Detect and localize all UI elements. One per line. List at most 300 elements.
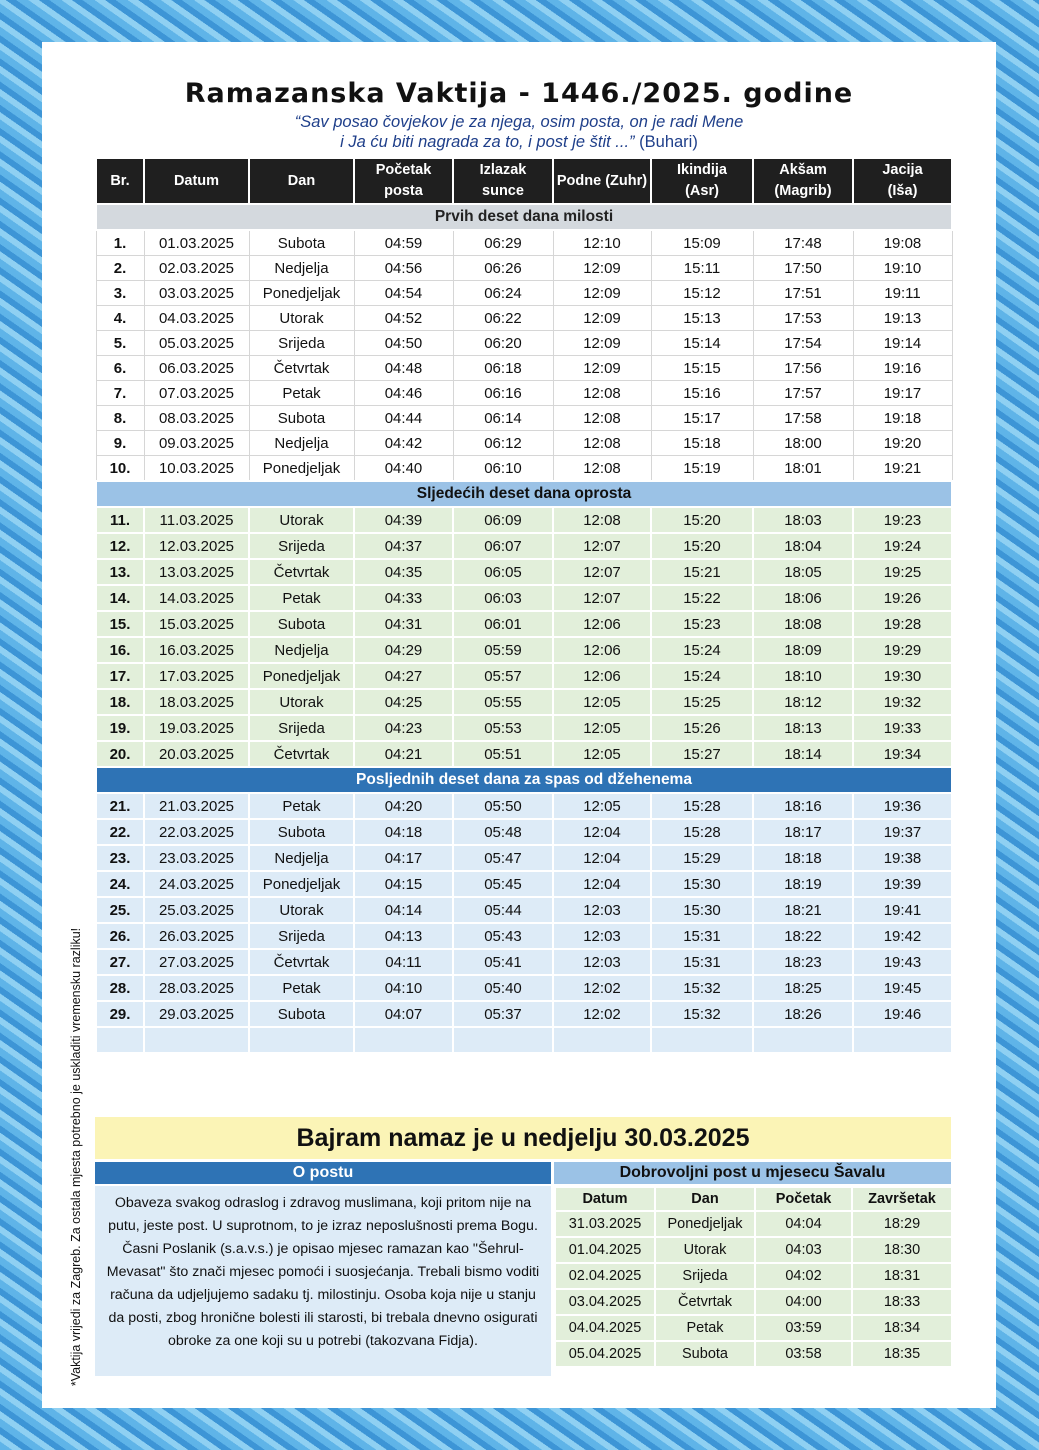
cell-dan: Ponedjeljak xyxy=(249,281,354,306)
cell-dan: Subota xyxy=(249,230,354,256)
cell-aksam: 18:08 xyxy=(753,611,853,637)
dobrovoljni-row xyxy=(555,1315,952,1341)
cell-aksam: 18:25 xyxy=(753,975,853,1001)
cell-jacija: 19:43 xyxy=(853,949,952,975)
cell-podne: 12:09 xyxy=(553,331,651,356)
cell-br: 14. xyxy=(96,585,144,611)
cell-jacija: 19:16 xyxy=(853,356,952,381)
cell-jacija: 19:24 xyxy=(853,533,952,559)
dobrovoljni-title: Dobrovoljni post u mjesecu Šavalu xyxy=(554,1162,951,1184)
cell-pocetak: 04:50 xyxy=(354,331,453,356)
cell-pocetak: 04:46 xyxy=(354,381,453,406)
table-row xyxy=(96,356,952,381)
cell-datum: 22.03.2025 xyxy=(144,819,249,845)
cell-jacija xyxy=(853,1027,952,1053)
table-row xyxy=(96,793,952,819)
cell-dan: Srijeda xyxy=(249,715,354,741)
cell-jacija: 19:21 xyxy=(853,456,952,482)
hadith-quote xyxy=(42,112,996,152)
cell-jacija: 19:37 xyxy=(853,819,952,845)
cell-izlazak: 05:50 xyxy=(453,793,553,819)
cell-jacija: 19:18 xyxy=(853,406,952,431)
cell-ikindija: 15:13 xyxy=(651,306,753,331)
cell-jacija: 19:17 xyxy=(853,381,952,406)
table-row xyxy=(96,923,952,949)
cell-datum: 08.03.2025 xyxy=(144,406,249,431)
quote-line-2-text: i Ja ću biti nagrada za to, i post je štit ...” xyxy=(340,133,635,151)
dob-cell-dan: Ponedjeljak xyxy=(655,1211,755,1237)
cell-izlazak: 06:07 xyxy=(453,533,553,559)
side-note xyxy=(68,897,84,1417)
cell-jacija: 19:14 xyxy=(853,331,952,356)
cell-ikindija: 15:19 xyxy=(651,456,753,482)
cell-datum: 17.03.2025 xyxy=(144,663,249,689)
header-pocetak-l1: Početak xyxy=(375,162,432,178)
cell-aksam: 18:26 xyxy=(753,1001,853,1027)
dob-cell-datum: 02.04.2025 xyxy=(555,1263,655,1289)
table-row xyxy=(96,1027,952,1053)
cell-dan: Ponedjeljak xyxy=(249,663,354,689)
cell-podne: 12:09 xyxy=(553,356,651,381)
cell-podne: 12:07 xyxy=(553,585,651,611)
cell-pocetak: 04:29 xyxy=(354,637,453,663)
header-ikindija xyxy=(651,158,753,204)
cell-br: 17. xyxy=(96,663,144,689)
table-row xyxy=(96,975,952,1001)
cell-br: 21. xyxy=(96,793,144,819)
cell-br: 18. xyxy=(96,689,144,715)
dob-cell-pocetak: 03:59 xyxy=(755,1315,852,1341)
section-title: Sljedećih deset dana oprosta xyxy=(96,481,952,507)
cell-jacija: 19:08 xyxy=(853,230,952,256)
header-aksam-l2: (Magrib) xyxy=(774,183,832,199)
o-postu-title: O postu xyxy=(95,1162,551,1184)
dob-cell-dan: Srijeda xyxy=(655,1263,755,1289)
cell-aksam: 17:58 xyxy=(753,406,853,431)
cell-izlazak: 05:44 xyxy=(453,897,553,923)
cell-aksam: 17:53 xyxy=(753,306,853,331)
dob-cell-zavrsetak: 18:30 xyxy=(852,1237,952,1263)
cell-pocetak: 04:11 xyxy=(354,949,453,975)
table-row xyxy=(96,533,952,559)
cell-dan: Utorak xyxy=(249,306,354,331)
cell-datum: 07.03.2025 xyxy=(144,381,249,406)
header-izlazak-l1: Izlazak xyxy=(479,162,527,178)
cell-dan: Srijeda xyxy=(249,533,354,559)
header-pocetak xyxy=(354,158,453,204)
cell-dan: Nedjelja xyxy=(249,845,354,871)
cell-pocetak: 04:31 xyxy=(354,611,453,637)
cell-datum: 14.03.2025 xyxy=(144,585,249,611)
cell-podne: 12:03 xyxy=(553,897,651,923)
cell-ikindija: 15:09 xyxy=(651,230,753,256)
cell-ikindija: 15:31 xyxy=(651,949,753,975)
cell-datum: 01.03.2025 xyxy=(144,230,249,256)
cell-br: 15. xyxy=(96,611,144,637)
cell-izlazak: 05:55 xyxy=(453,689,553,715)
cell-podne: 12:05 xyxy=(553,793,651,819)
cell-jacija: 19:46 xyxy=(853,1001,952,1027)
cell-aksam: 17:48 xyxy=(753,230,853,256)
cell-datum: 16.03.2025 xyxy=(144,637,249,663)
cell-podne xyxy=(553,1027,651,1053)
table-row xyxy=(96,741,952,767)
cell-ikindija: 15:29 xyxy=(651,845,753,871)
cell-aksam: 18:12 xyxy=(753,689,853,715)
bajram-banner: Bajram namaz je u nedjelju 30.03.2025 xyxy=(95,1117,951,1159)
cell-br: 26. xyxy=(96,923,144,949)
table-row xyxy=(96,819,952,845)
cell-jacija: 19:30 xyxy=(853,663,952,689)
cell-podne: 12:08 xyxy=(553,381,651,406)
cell-br: 23. xyxy=(96,845,144,871)
cell-pocetak: 04:56 xyxy=(354,256,453,281)
table-row xyxy=(96,559,952,585)
cell-izlazak xyxy=(453,1027,553,1053)
cell-jacija: 19:20 xyxy=(853,431,952,456)
cell-izlazak: 06:22 xyxy=(453,306,553,331)
cell-br: 19. xyxy=(96,715,144,741)
cell-podne: 12:06 xyxy=(553,637,651,663)
cell-datum: 28.03.2025 xyxy=(144,975,249,1001)
header-br: Br. xyxy=(96,158,144,204)
cell-br: 24. xyxy=(96,871,144,897)
cell-br: 25. xyxy=(96,897,144,923)
section-title: Prvih deset dana milosti xyxy=(96,204,952,230)
cell-datum: 21.03.2025 xyxy=(144,793,249,819)
cell-ikindija: 15:20 xyxy=(651,507,753,533)
cell-izlazak: 06:09 xyxy=(453,507,553,533)
cell-izlazak: 06:18 xyxy=(453,356,553,381)
cell-izlazak: 05:40 xyxy=(453,975,553,1001)
cell-izlazak: 06:16 xyxy=(453,381,553,406)
cell-pocetak: 04:20 xyxy=(354,793,453,819)
dobrovoljni-row xyxy=(555,1341,952,1367)
cell-br: 5. xyxy=(96,331,144,356)
dob-cell-pocetak: 04:04 xyxy=(755,1211,852,1237)
cell-podne: 12:09 xyxy=(553,256,651,281)
cell-jacija: 19:45 xyxy=(853,975,952,1001)
cell-jacija: 19:26 xyxy=(853,585,952,611)
cell-ikindija: 15:28 xyxy=(651,793,753,819)
cell-datum: 23.03.2025 xyxy=(144,845,249,871)
cell-datum: 25.03.2025 xyxy=(144,897,249,923)
cell-izlazak: 05:43 xyxy=(453,923,553,949)
cell-ikindija: 15:32 xyxy=(651,1001,753,1027)
cell-ikindija: 15:25 xyxy=(651,689,753,715)
cell-dan: Subota xyxy=(249,819,354,845)
quote-line-2 xyxy=(42,132,996,152)
cell-aksam: 18:16 xyxy=(753,793,853,819)
cell-izlazak: 06:03 xyxy=(453,585,553,611)
cell-ikindija: 15:21 xyxy=(651,559,753,585)
cell-br: 4. xyxy=(96,306,144,331)
cell-dan: Četvrtak xyxy=(249,741,354,767)
cell-jacija: 19:10 xyxy=(853,256,952,281)
cell-ikindija: 15:15 xyxy=(651,356,753,381)
dob-cell-datum: 31.03.2025 xyxy=(555,1211,655,1237)
cell-datum: 19.03.2025 xyxy=(144,715,249,741)
cell-podne: 12:08 xyxy=(553,456,651,482)
cell-izlazak: 05:45 xyxy=(453,871,553,897)
cell-aksam xyxy=(753,1027,853,1053)
quote-source: (Buhari) xyxy=(639,133,698,151)
cell-pocetak: 04:35 xyxy=(354,559,453,585)
cell-podne: 12:05 xyxy=(553,689,651,715)
dobrovoljni-header-row xyxy=(555,1187,952,1211)
cell-ikindija: 15:22 xyxy=(651,585,753,611)
cell-datum: 11.03.2025 xyxy=(144,507,249,533)
dob-cell-datum: 01.04.2025 xyxy=(555,1237,655,1263)
cell-br: 2. xyxy=(96,256,144,281)
cell-datum: 03.03.2025 xyxy=(144,281,249,306)
cell-pocetak: 04:44 xyxy=(354,406,453,431)
cell-jacija: 19:42 xyxy=(853,923,952,949)
cell-jacija: 19:36 xyxy=(853,793,952,819)
cell-izlazak: 05:48 xyxy=(453,819,553,845)
dob-header-pocetak: Početak xyxy=(755,1187,852,1211)
dob-cell-datum: 05.04.2025 xyxy=(555,1341,655,1367)
cell-pocetak: 04:42 xyxy=(354,431,453,456)
cell-ikindija: 15:16 xyxy=(651,381,753,406)
header-izlazak xyxy=(453,158,553,204)
cell-br: 28. xyxy=(96,975,144,1001)
cell-datum: 29.03.2025 xyxy=(144,1001,249,1027)
cell-br: 9. xyxy=(96,431,144,456)
section-header-row xyxy=(96,481,952,507)
cell-dan: Nedjelja xyxy=(249,256,354,281)
cell-izlazak: 05:47 xyxy=(453,845,553,871)
cell-izlazak: 06:10 xyxy=(453,456,553,482)
cell-dan: Utorak xyxy=(249,897,354,923)
cell-br: 16. xyxy=(96,637,144,663)
dob-header-datum: Datum xyxy=(555,1187,655,1211)
cell-podne: 12:05 xyxy=(553,741,651,767)
cell-podne: 12:08 xyxy=(553,431,651,456)
cell-jacija: 19:29 xyxy=(853,637,952,663)
cell-dan: Ponedjeljak xyxy=(249,456,354,482)
cell-datum: 06.03.2025 xyxy=(144,356,249,381)
table-row xyxy=(96,585,952,611)
cell-dan: Utorak xyxy=(249,507,354,533)
cell-podne: 12:02 xyxy=(553,975,651,1001)
cell-aksam: 17:56 xyxy=(753,356,853,381)
cell-br: 27. xyxy=(96,949,144,975)
cell-podne: 12:04 xyxy=(553,871,651,897)
cell-aksam: 18:18 xyxy=(753,845,853,871)
cell-br: 7. xyxy=(96,381,144,406)
cell-dan: Utorak xyxy=(249,689,354,715)
dobrovoljni-row xyxy=(555,1289,952,1315)
header-aksam xyxy=(753,158,853,204)
cell-izlazak: 06:20 xyxy=(453,331,553,356)
cell-ikindija: 15:24 xyxy=(651,663,753,689)
cell-ikindija: 15:28 xyxy=(651,819,753,845)
cell-podne: 12:04 xyxy=(553,845,651,871)
cell-dan: Petak xyxy=(249,585,354,611)
cell-izlazak: 06:14 xyxy=(453,406,553,431)
cell-ikindija: 15:30 xyxy=(651,897,753,923)
cell-br: 10. xyxy=(96,456,144,482)
cell-pocetak: 04:52 xyxy=(354,306,453,331)
cell-ikindija: 15:11 xyxy=(651,256,753,281)
cell-pocetak: 04:37 xyxy=(354,533,453,559)
header-jacija xyxy=(853,158,952,204)
cell-aksam: 17:57 xyxy=(753,381,853,406)
table-row xyxy=(96,331,952,356)
cell-pocetak: 04:39 xyxy=(354,507,453,533)
header-pocetak-l2: posta xyxy=(384,183,423,199)
cell-dan: Četvrtak xyxy=(249,356,354,381)
cell-jacija: 19:13 xyxy=(853,306,952,331)
cell-pocetak: 04:10 xyxy=(354,975,453,1001)
cell-dan: Petak xyxy=(249,793,354,819)
dobrovoljni-table xyxy=(554,1186,953,1368)
table-row xyxy=(96,897,952,923)
cell-ikindija xyxy=(651,1027,753,1053)
cell-jacija: 19:11 xyxy=(853,281,952,306)
cell-dan: Srijeda xyxy=(249,923,354,949)
header-dan: Dan xyxy=(249,158,354,204)
cell-pocetak: 04:18 xyxy=(354,819,453,845)
cell-podne: 12:06 xyxy=(553,663,651,689)
cell-izlazak: 05:37 xyxy=(453,1001,553,1027)
cell-br: 13. xyxy=(96,559,144,585)
table-row xyxy=(96,431,952,456)
header-ikindija-l2: (Asr) xyxy=(685,183,719,199)
dob-cell-zavrsetak: 18:33 xyxy=(852,1289,952,1315)
table-row xyxy=(96,663,952,689)
table-row xyxy=(96,949,952,975)
cell-br xyxy=(96,1027,144,1053)
cell-izlazak: 05:41 xyxy=(453,949,553,975)
cell-dan: Četvrtak xyxy=(249,949,354,975)
cell-podne: 12:08 xyxy=(553,406,651,431)
cell-pocetak: 04:27 xyxy=(354,663,453,689)
cell-pocetak: 04:33 xyxy=(354,585,453,611)
dob-cell-zavrsetak: 18:29 xyxy=(852,1211,952,1237)
cell-jacija: 19:39 xyxy=(853,871,952,897)
page-title: Ramazanska Vaktija - 1446./2025. godine xyxy=(184,78,854,109)
cell-ikindija: 15:27 xyxy=(651,741,753,767)
table-row xyxy=(96,406,952,431)
cell-podne: 12:07 xyxy=(553,559,651,585)
table-row xyxy=(96,230,952,256)
o-postu-text: Obaveza svakog odraslog i zdravog muslimana, koji pritom nije na putu, jeste post. U suprotnom, to je izraz neposlušnosti prema Bogu. Časni Poslanik (s.a.v.s.) je opisao mjesec ramazan kao "Šehrul-Mevasat" što znači mjesec pomoći i suosjećanja. Trebali bismo voditi računa da udjeljujemo sadaku tj. milostinju. Osoba koja nije u stanju da posti, zbog hronične bolesti ili starosti, bi trebala dnevno osigurati obroke za one koji su u potrebi (takozvana Fidja). xyxy=(95,1186,551,1376)
cell-dan: Nedjelja xyxy=(249,431,354,456)
cell-pocetak: 04:15 xyxy=(354,871,453,897)
cell-aksam: 18:00 xyxy=(753,431,853,456)
header-ikindija-l1: Ikindija xyxy=(677,162,727,178)
dob-cell-pocetak: 03:58 xyxy=(755,1341,852,1367)
dob-cell-dan: Utorak xyxy=(655,1237,755,1263)
cell-podne: 12:05 xyxy=(553,715,651,741)
cell-datum: 10.03.2025 xyxy=(144,456,249,482)
cell-dan: Četvrtak xyxy=(249,559,354,585)
cell-dan: Subota xyxy=(249,611,354,637)
dob-cell-dan: Četvrtak xyxy=(655,1289,755,1315)
cell-ikindija: 15:18 xyxy=(651,431,753,456)
cell-aksam: 18:01 xyxy=(753,456,853,482)
cell-aksam: 17:54 xyxy=(753,331,853,356)
cell-pocetak: 04:07 xyxy=(354,1001,453,1027)
cell-dan: Ponedjeljak xyxy=(249,871,354,897)
cell-jacija: 19:25 xyxy=(853,559,952,585)
dob-cell-datum: 03.04.2025 xyxy=(555,1289,655,1315)
dob-cell-datum: 04.04.2025 xyxy=(555,1315,655,1341)
cell-datum: 13.03.2025 xyxy=(144,559,249,585)
cell-ikindija: 15:32 xyxy=(651,975,753,1001)
cell-izlazak: 05:59 xyxy=(453,637,553,663)
dob-cell-pocetak: 04:00 xyxy=(755,1289,852,1315)
cell-podne: 12:09 xyxy=(553,306,651,331)
table-row xyxy=(96,456,952,482)
cell-dan: Petak xyxy=(249,975,354,1001)
cell-aksam: 18:14 xyxy=(753,741,853,767)
cell-pocetak: 04:59 xyxy=(354,230,453,256)
table-row xyxy=(96,281,952,306)
cell-datum: 15.03.2025 xyxy=(144,611,249,637)
cell-datum: 04.03.2025 xyxy=(144,306,249,331)
prayer-times-body xyxy=(96,204,952,1053)
cell-aksam: 18:05 xyxy=(753,559,853,585)
cell-jacija: 19:28 xyxy=(853,611,952,637)
cell-br: 6. xyxy=(96,356,144,381)
cell-datum: 12.03.2025 xyxy=(144,533,249,559)
cell-pocetak: 04:23 xyxy=(354,715,453,741)
cell-ikindija: 15:20 xyxy=(651,533,753,559)
cell-podne: 12:03 xyxy=(553,923,651,949)
cell-datum xyxy=(144,1027,249,1053)
dob-cell-zavrsetak: 18:31 xyxy=(852,1263,952,1289)
cell-aksam: 18:17 xyxy=(753,819,853,845)
cell-br: 3. xyxy=(96,281,144,306)
cell-izlazak: 05:57 xyxy=(453,663,553,689)
cell-jacija: 19:33 xyxy=(853,715,952,741)
dob-cell-pocetak: 04:03 xyxy=(755,1237,852,1263)
cell-izlazak: 05:51 xyxy=(453,741,553,767)
table-row xyxy=(96,611,952,637)
header-izlazak-l2: sunce xyxy=(482,183,524,199)
cell-jacija: 19:34 xyxy=(853,741,952,767)
cell-pocetak: 04:25 xyxy=(354,689,453,715)
cell-jacija: 19:41 xyxy=(853,897,952,923)
cell-izlazak: 06:12 xyxy=(453,431,553,456)
cell-pocetak: 04:14 xyxy=(354,897,453,923)
dob-cell-pocetak: 04:02 xyxy=(755,1263,852,1289)
table-row xyxy=(96,507,952,533)
cell-datum: 05.03.2025 xyxy=(144,331,249,356)
cell-aksam: 18:21 xyxy=(753,897,853,923)
section-header-row xyxy=(96,204,952,230)
cell-aksam: 18:06 xyxy=(753,585,853,611)
dobrovoljni-row xyxy=(555,1237,952,1263)
cell-podne: 12:08 xyxy=(553,507,651,533)
section-header-row xyxy=(96,767,952,793)
cell-datum: 20.03.2025 xyxy=(144,741,249,767)
cell-datum: 27.03.2025 xyxy=(144,949,249,975)
cell-podne: 12:04 xyxy=(553,819,651,845)
cell-dan: Subota xyxy=(249,406,354,431)
dobrovoljni-row xyxy=(555,1211,952,1237)
header-podne: Podne (Zuhr) xyxy=(553,158,651,204)
table-row xyxy=(96,715,952,741)
cell-datum: 26.03.2025 xyxy=(144,923,249,949)
header-datum: Datum xyxy=(144,158,249,204)
cell-datum: 18.03.2025 xyxy=(144,689,249,715)
cell-pocetak: 04:13 xyxy=(354,923,453,949)
header-aksam-l1: Akšam xyxy=(779,162,827,178)
